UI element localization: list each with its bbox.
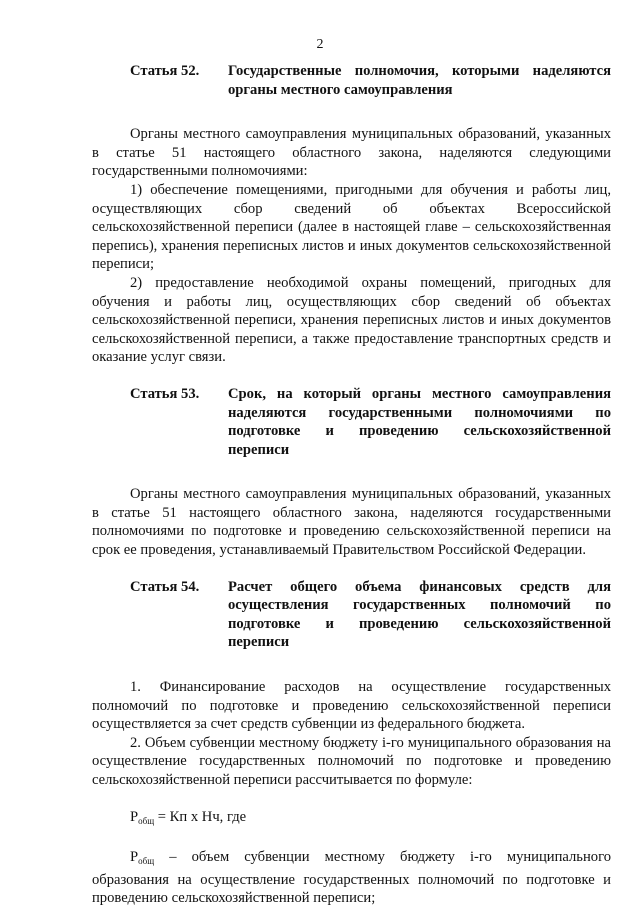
formula-subscript: общ	[138, 815, 155, 826]
article-52-heading	[92, 62, 611, 99]
formula-expression: = Кп х Нч, где	[154, 808, 247, 825]
formula	[92, 808, 611, 831]
article-53-number: Статья 53.	[130, 385, 200, 402]
article-53-title: Срок, на который органы местного самоуправления наделяются государственными полномочиями по подготовке и проведению сельскохозяйственной переписи	[228, 385, 611, 458]
article-54-title: Расчет общего объема финансовых средств для осуществления государственных полномочий по подготовке и проведению сельскохозяйственной переписи	[228, 578, 611, 651]
article-54-number: Статья 54.	[130, 578, 200, 595]
document-body	[92, 62, 611, 908]
formula-definition	[92, 848, 611, 908]
definition-subscript: общ	[138, 856, 155, 867]
definition-symbol: Р	[130, 849, 139, 866]
article-54-heading	[92, 578, 611, 652]
article-53-paragraph: Органы местного самоуправления муниципальных образований, указанных в статье 51 настоящего областного закона, наделяются государственными полномочиями по подготовке и проведению сельскохозяйственной переписи на срок ее проведения, устанавливаемый Правительством Российской Федерации.	[92, 486, 611, 559]
article-52-title: Государственные полномочия, которыми наделяются органы местного самоуправления	[228, 63, 611, 98]
article-54-paragraph: 2. Объем субвенции местному бюджету i-го муниципального образования на осуществление государственных полномочий по подготовке и проведению сельскохозяйственной переписи рассчитывается по формуле:	[92, 734, 611, 788]
article-52-number: Статья 52.	[130, 63, 200, 79]
article-52-paragraph: 1) обеспечение помещениями, пригодными для обучения и работы лиц, осуществляющих сбор сведений об объектах Всероссийской сельскохозяйственной переписи (далее в настоящей главе – сельскохозяйственная перепись), хранения переписных листов и иных документов сельскохозяйственной переписи;	[92, 181, 611, 273]
article-52-paragraph: 2) предоставление необходимой охраны помещений, пригодных для обучения и работы лиц, осуществляющих сбор сведений об объектах сельскохозяйственной переписи, хранения переписных листов и иных документов сельскохозяйственной переписи, а также предоставление транспортных средств и оказание услуг связи.	[92, 274, 611, 366]
definition-text: – объем субвенции местному бюджету i-го муниципального образования на осуществление государственных полномочий по подготовке и проведению сельскохозяйственной переписи;	[92, 849, 611, 907]
article-52-paragraph: Органы местного самоуправления муниципальных образований, указанных в статье 51 настоящего областного закона, наделяются следующими государственными полномочиями:	[92, 126, 611, 180]
article-54-paragraph: 1. Финансирование расходов на осуществление государственных полномочий по подготовке и проведению сельскохозяйственной переписи осуществляется за счет средств субвенции из федерального бюджета.	[92, 679, 611, 733]
article-53-heading	[92, 385, 611, 459]
formula-symbol: Р	[130, 808, 139, 825]
page-number: 2	[316, 37, 324, 52]
